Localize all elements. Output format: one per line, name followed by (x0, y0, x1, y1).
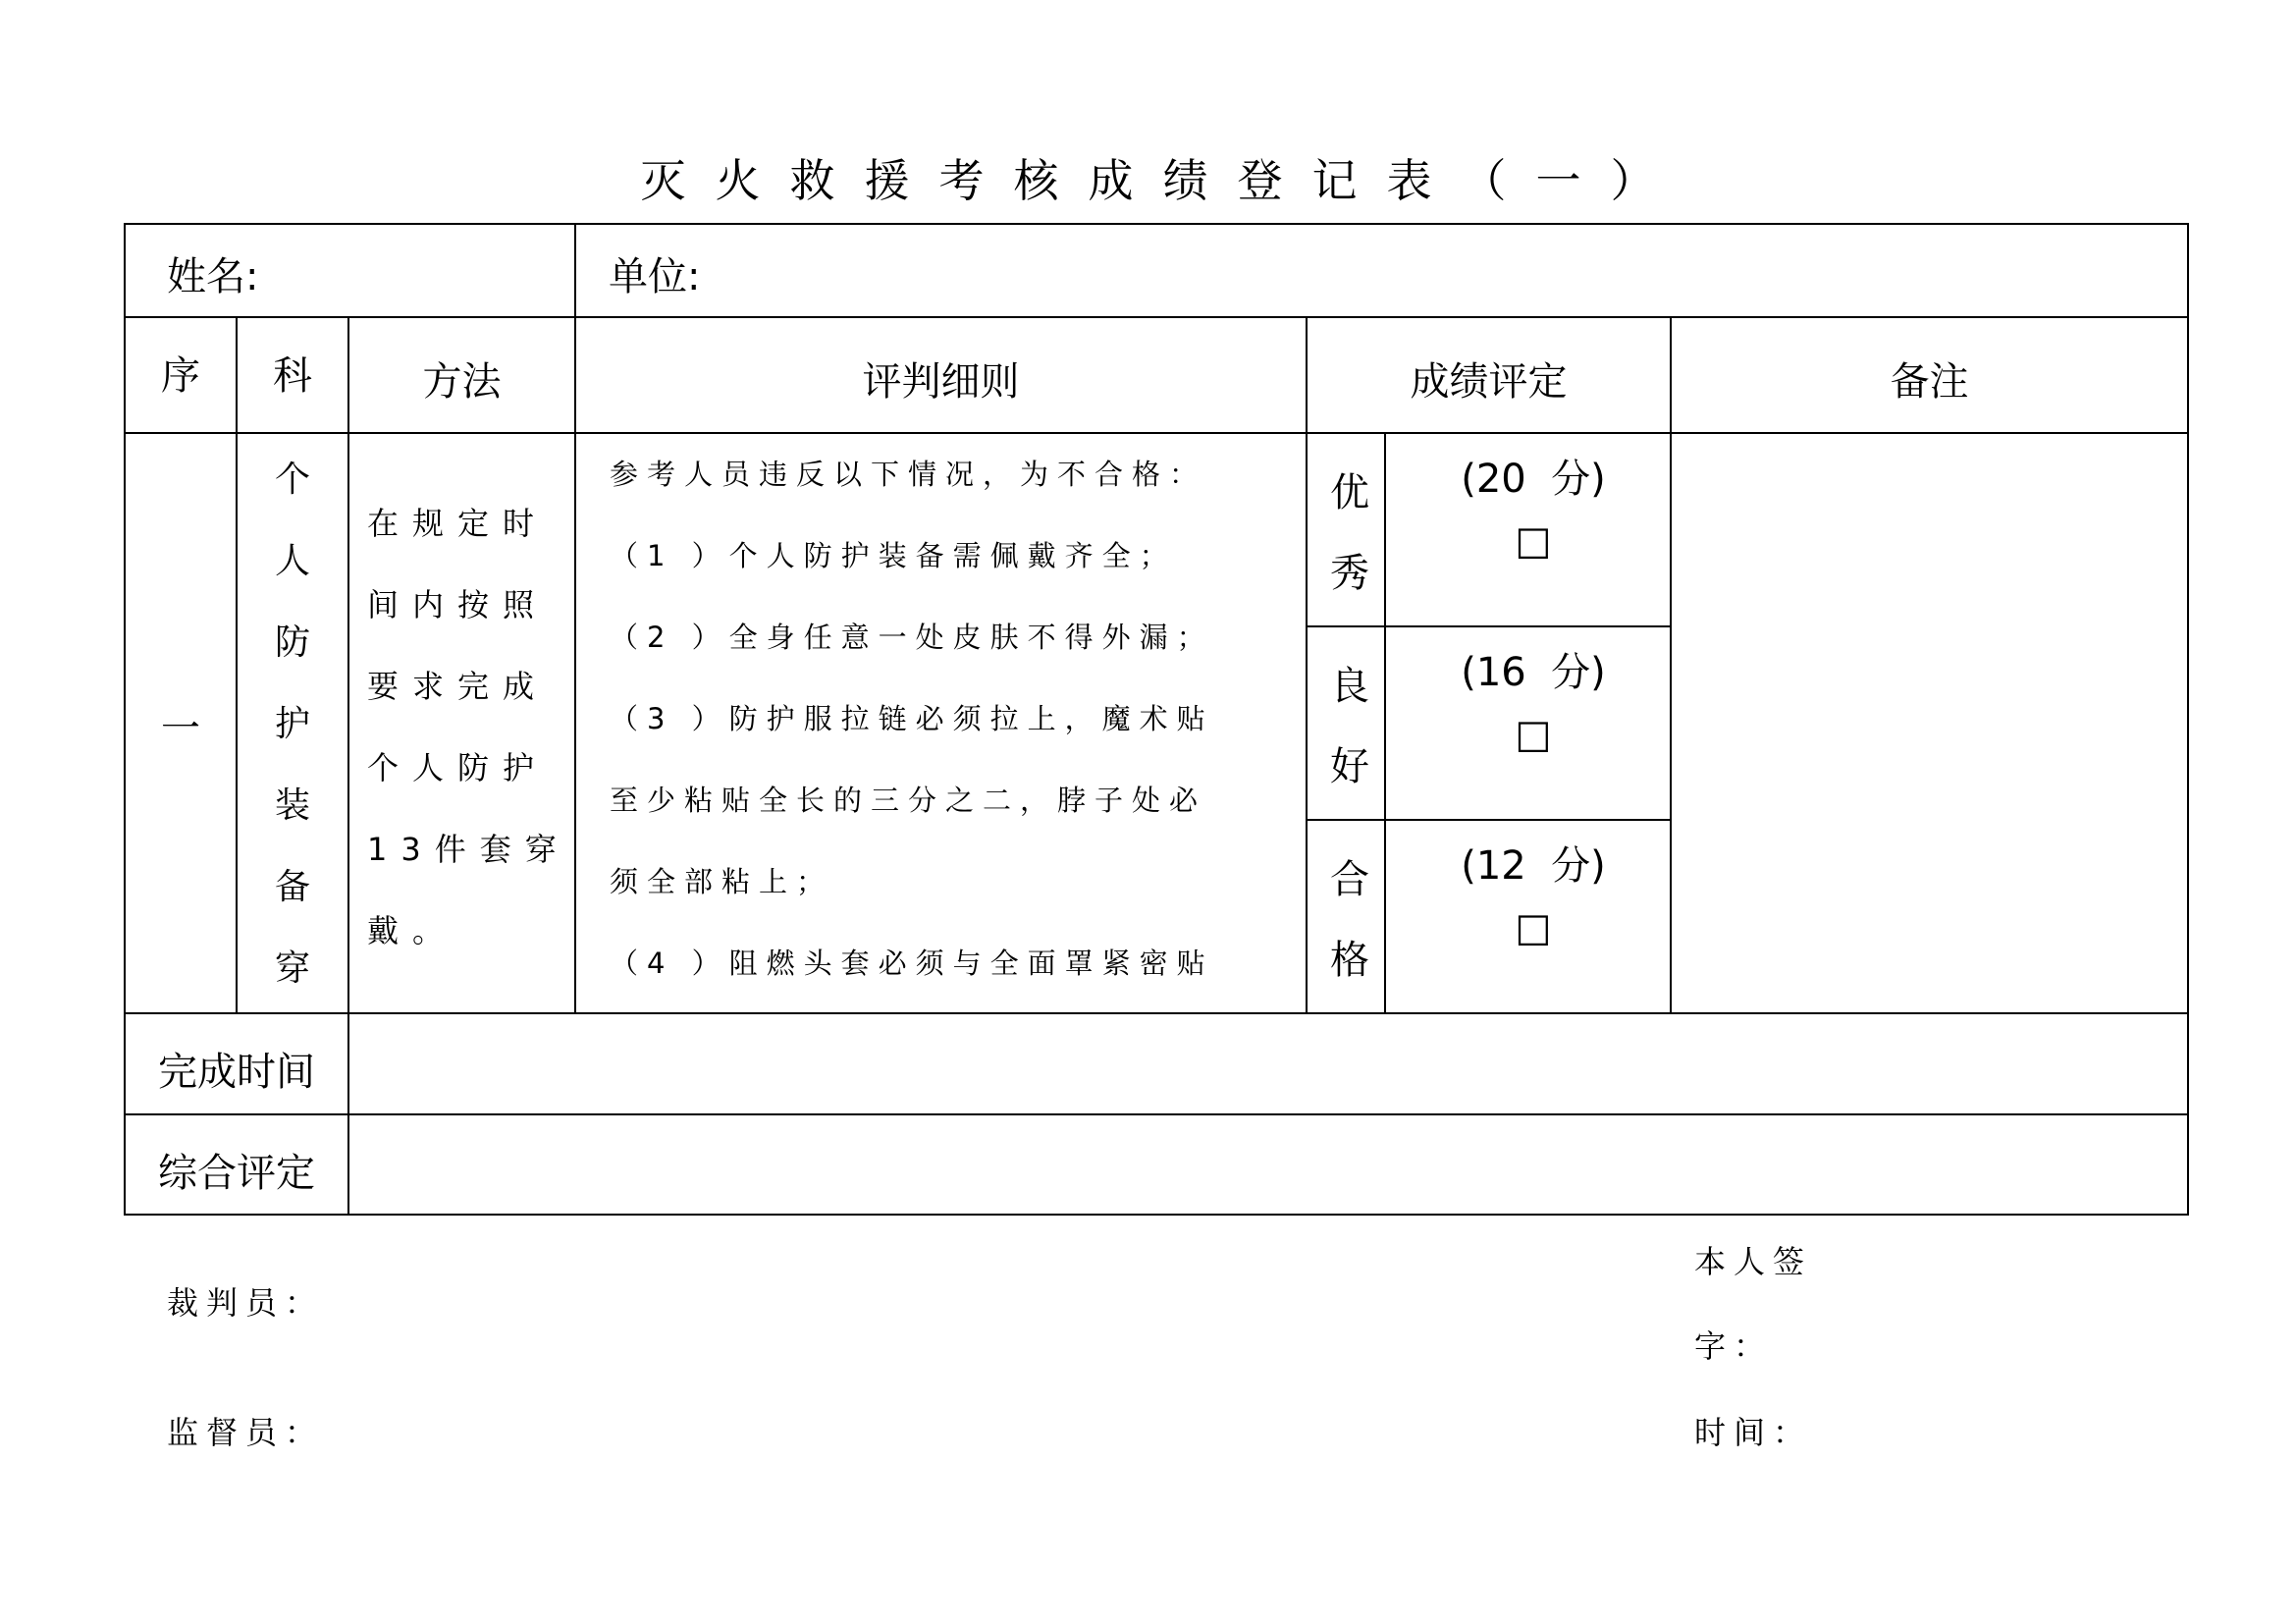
grade-checkbox[interactable]: ☐ (1515, 714, 1552, 762)
subject-char: 穿 (274, 948, 310, 989)
rule-line: （3 ）防护服拉链必须拉上，魔术贴 (610, 702, 1214, 735)
column-header-subject: 科 (273, 353, 312, 399)
completion-time-label: 完成时间 (158, 1050, 315, 1095)
rule-line: 须全部粘上； (610, 865, 834, 898)
supervisor-label: 监督员： (167, 1414, 325, 1451)
subject-char: 人 (274, 541, 310, 581)
time-label: 时间： (1694, 1414, 1813, 1451)
subject-char: 个 (274, 460, 310, 500)
grade-score: (12 分) (1461, 843, 1606, 889)
completion-time-field[interactable] (349, 1015, 2187, 1113)
subject-char: 防 (274, 623, 310, 663)
column-header-seq: 序 (161, 353, 200, 399)
column-header-method: 方法 (422, 359, 502, 405)
grade-label: 秀 (1330, 551, 1369, 596)
subject-char: 备 (274, 867, 310, 907)
method-line: 个人防护 (367, 749, 549, 786)
column-header-grade: 成绩评定 (1410, 359, 1568, 405)
column-header-remarks: 备注 (1890, 359, 1969, 405)
subject-char: 护 (274, 704, 310, 744)
name-label: 姓名: (167, 254, 259, 299)
page-title: 灭火救援考核成绩登记表（一） (640, 154, 1685, 207)
grade-label: 良 (1330, 664, 1369, 709)
overall-evaluation-field[interactable] (349, 1116, 2187, 1214)
overall-evaluation-label: 综合评定 (158, 1151, 315, 1196)
rule-line: （1 ）个人防护装备需佩戴齐全； (610, 539, 1177, 572)
method-line: 戴。 (367, 912, 458, 949)
rule-line: 至少粘贴全长的三分之二，脖子处必 (610, 784, 1207, 817)
grade-score: (20 分) (1461, 457, 1606, 502)
referee-label: 裁判员： (167, 1284, 325, 1322)
grade-checkbox[interactable]: ☐ (1515, 520, 1552, 568)
signature-label-cont: 字： (1694, 1327, 1774, 1365)
grade-score: (16 分) (1461, 650, 1606, 695)
grade-label: 合 (1330, 857, 1369, 902)
rule-line: 参考人员违反以下情况，为不合格： (610, 458, 1207, 491)
column-header-rules: 评判细则 (862, 359, 1020, 405)
row-seq-number: 一 (161, 706, 200, 751)
subject-char: 装 (274, 785, 310, 826)
grade-label: 格 (1330, 938, 1369, 983)
grade-label: 优 (1330, 470, 1369, 515)
method-line: 间内按照 (367, 586, 549, 623)
grade-checkbox[interactable]: ☐ (1515, 907, 1552, 955)
signature-label: 本人签 (1694, 1243, 1813, 1280)
method-line: 在规定时 (367, 505, 549, 542)
grade-label: 好 (1330, 744, 1369, 789)
rule-line: （4 ）阻燃头套必须与全面罩紧密贴 (610, 947, 1214, 980)
method-line: 13件套穿 (367, 831, 570, 868)
method-line: 要求完成 (367, 668, 549, 705)
rule-line: （2 ）全身任意一处皮肤不得外漏； (610, 621, 1214, 654)
unit-label: 单位: (609, 254, 701, 299)
